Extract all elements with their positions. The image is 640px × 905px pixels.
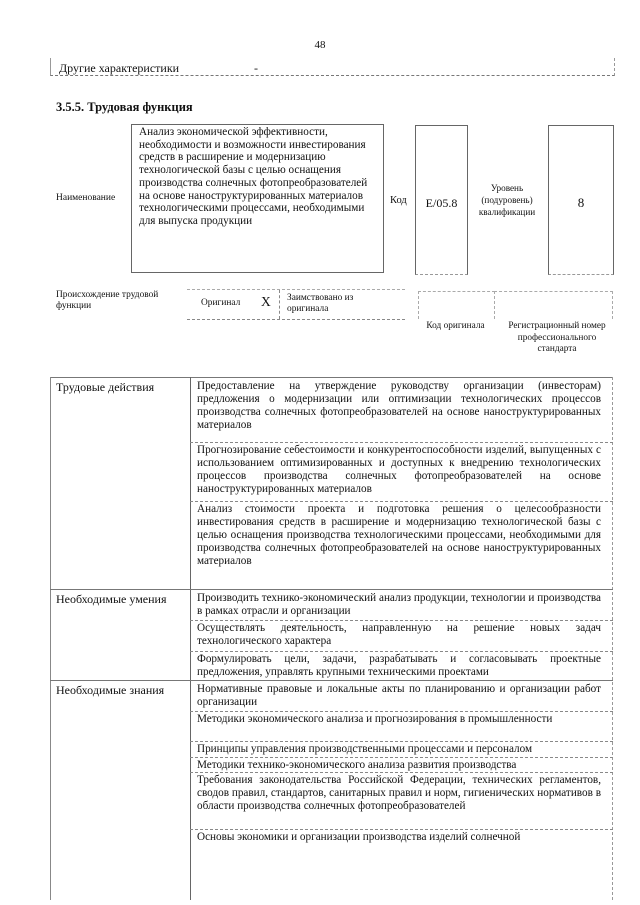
origin-separator xyxy=(279,290,280,319)
cell-divider xyxy=(190,711,613,712)
row-divider xyxy=(50,680,613,681)
table-right-border xyxy=(612,377,613,900)
actions-label: Трудовые действия xyxy=(56,380,155,394)
page-number: 48 xyxy=(314,39,326,51)
original-label: Оригинал xyxy=(201,298,241,308)
table-cell: Требования законодательства Российской Федерации, технических регламентов, сводов правил, стандартов, санитарных правил и норм, гигиенических нормативов в области производства солнечных фотопреобразователей xyxy=(197,774,601,813)
table-cell: Методики технико-экономического анализа развития производства xyxy=(197,759,517,771)
knowledge-label: Необходимые знания xyxy=(56,683,165,697)
original-code-label: Код оригинала xyxy=(426,321,485,331)
other-characteristics-label: Другие характеристики xyxy=(59,61,180,75)
function-name-box: Анализ экономической эффективности, необходимости и возможности инвестирования средств в расширение и модернизацию технологической базы с целью оснащения производства солнечных фотопреобразователей на основе наноструктурированных материалов технологическими процессами, необходимыми для выпуска продукции xyxy=(131,124,384,273)
cell-divider xyxy=(190,829,613,830)
table-cell: Предоставление на утверждение руководству организации (инвесторам) предложения о модернизации или оптимизации технологических процессов производства солнечных фотопреобразователей на основе наноструктурированных материалов xyxy=(197,380,601,432)
table-cell: Нормативные правовые и локальные акты по планированию и организации работ организации xyxy=(197,683,601,709)
table-top-border xyxy=(50,377,613,378)
cell-divider xyxy=(190,757,613,758)
table-cell: Принципы управления производственными процессами и персоналом xyxy=(197,743,533,755)
table-cell: Формулировать цели, задачи, разрабатывать и согласовывать проектные предложения, управлять крупными техническими проектами xyxy=(197,653,601,679)
table-column-separator xyxy=(190,377,191,900)
cell-divider xyxy=(190,651,613,652)
level-label-line: квалификации xyxy=(478,207,536,217)
registration-number-label: Регистрационный номер профессионального стандарта xyxy=(508,321,606,355)
section-title: 3.5.5. Трудовая функция xyxy=(56,100,193,114)
code-box xyxy=(415,125,468,275)
original-mark: X xyxy=(261,294,271,309)
cell-divider xyxy=(190,741,613,742)
table-cell: Анализ стоимости проекта и подготовка решения о целесообразности инвестирования средств в расширение и модернизацию технологической базы с целью оснащения производства технологическими процессами, необходимыми для производства солнечных фотопреобразователей на основе наноструктурированных материалов xyxy=(197,503,601,568)
table-left-border xyxy=(50,377,51,900)
cell-divider xyxy=(190,620,613,621)
cell-divider xyxy=(190,772,613,773)
cell-divider xyxy=(190,501,613,502)
level-label-line: (подуровень) xyxy=(481,195,533,205)
level-box xyxy=(548,125,614,275)
table-cell: Осуществлять деятельность, направленную на решение новых задач технологического характера xyxy=(197,622,601,648)
table-cell: Прогнозирование себестоимости и конкурентоспособности изделий, выпущенных с использованием оптимизированных и доступных к внедрению технологических процессов производства солнечных фотопреобразователей на основе наноструктурированных материалов xyxy=(197,444,601,496)
original-code-box xyxy=(418,291,495,319)
cell-divider xyxy=(190,442,613,443)
level-value: 8 xyxy=(577,195,585,210)
table-cell: Основы экономики и организации производства изделий солнечной xyxy=(197,831,521,843)
level-label-line: Уровень xyxy=(490,183,524,193)
borrowed-label: Заимствовано из оригинала xyxy=(287,293,354,314)
other-characteristics-row xyxy=(50,58,615,76)
other-characteristics-value: - xyxy=(254,61,258,75)
registration-number-box xyxy=(494,291,613,319)
skills-label: Необходимые умения xyxy=(56,592,167,606)
row-divider xyxy=(50,589,613,590)
table-cell: Методики экономического анализа и прогнозирования в промышленности xyxy=(197,713,553,725)
origin-label: Происхождение трудовой функции xyxy=(56,290,159,311)
origin-row xyxy=(187,289,405,320)
name-label: Наименование xyxy=(56,193,116,203)
table-cell: Производить технико-экономический анализ продукции, технологии и производства в рамках отрасли и организации xyxy=(197,592,601,618)
code-label: Код xyxy=(390,195,407,206)
level-label xyxy=(472,182,542,218)
code-value: Е/05.8 xyxy=(425,196,458,210)
